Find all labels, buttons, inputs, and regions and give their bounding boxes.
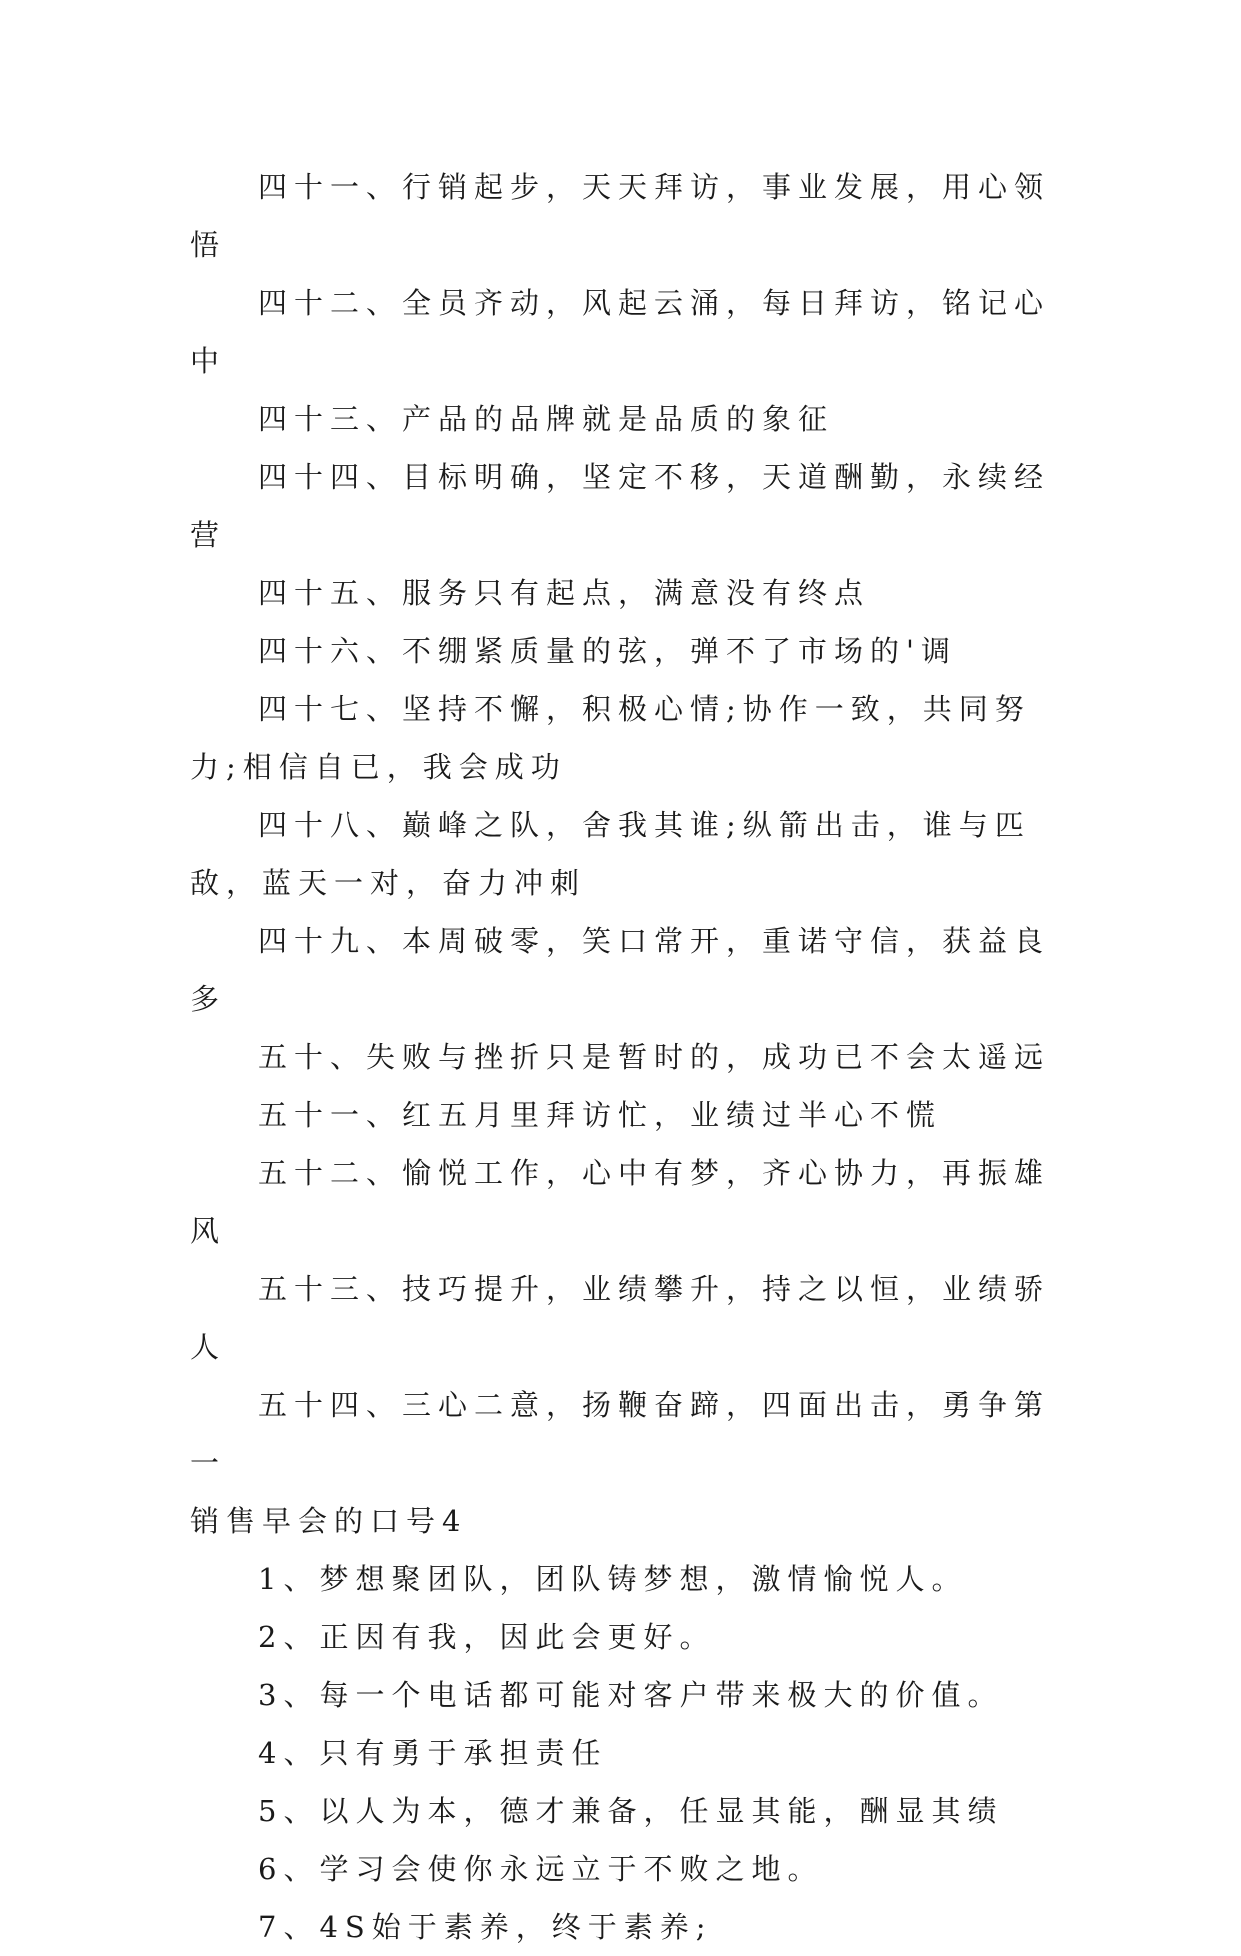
paragraph: 1、梦想聚团队，团队铸梦想，激情愉悦人。 (258, 1562, 968, 1596)
paragraph: 7、4S始于素养，终于素养; (258, 1910, 713, 1944)
document-body (190, 158, 1060, 1956)
paragraph: 五十四、三心二意，扬鞭奋蹄，四面出击，勇争第一 (190, 1388, 1051, 1480)
paragraph: 5、以人为本，德才兼备，任显其能，酬显其绩 (258, 1794, 1004, 1828)
paragraph: 四十二、全员齐动，风起云涌，每日拜访，铭记心中 (190, 286, 1051, 378)
paragraph: 4、只有勇于承担责任 (258, 1736, 608, 1770)
paragraph: 四十三、产品的品牌就是品质的象征 (258, 402, 835, 436)
paragraph: 2、正因有我，因此会更好。 (258, 1620, 716, 1654)
paragraph: 五十、失败与挫折只是暂时的，成功已不会太遥远 (258, 1040, 1051, 1074)
paragraph: 四十六、不绷紧质量的弦，弹不了市场的'调 (258, 634, 957, 668)
paragraph: 6、学习会使你永远立于不败之地。 (258, 1852, 824, 1886)
paragraph: 五十三、技巧提升，业绩攀升，持之以恒，业绩骄人 (190, 1272, 1051, 1364)
paragraph: 四十四、目标明确，坚定不移，天道酬勤，永续经营 (190, 460, 1051, 552)
paragraph: 四十八、巅峰之队，舍我其谁;纵箭出击，谁与匹敌，蓝天一对，奋力冲刺 (190, 808, 1031, 900)
paragraph: 四十七、坚持不懈，积极心情;协作一致，共同努力;相信自已，我会成功 (190, 692, 1031, 784)
paragraph: 3、每一个电话都可能对客户带来极大的价值。 (258, 1678, 1004, 1712)
paragraph: 四十九、本周破零，笑口常开，重诺守信，获益良多 (190, 924, 1051, 1016)
paragraph: 五十二、愉悦工作，心中有梦，齐心协力，再振雄风 (190, 1156, 1051, 1248)
section-heading: 销售早会的口号4 (190, 1504, 468, 1538)
paragraph: 四十一、行销起步，天天拜访，事业发展，用心领悟 (190, 170, 1051, 262)
paragraph: 四十五、服务只有起点，满意没有终点 (258, 576, 871, 610)
paragraph: 五十一、红五月里拜访忙，业绩过半心不慌 (258, 1098, 943, 1132)
